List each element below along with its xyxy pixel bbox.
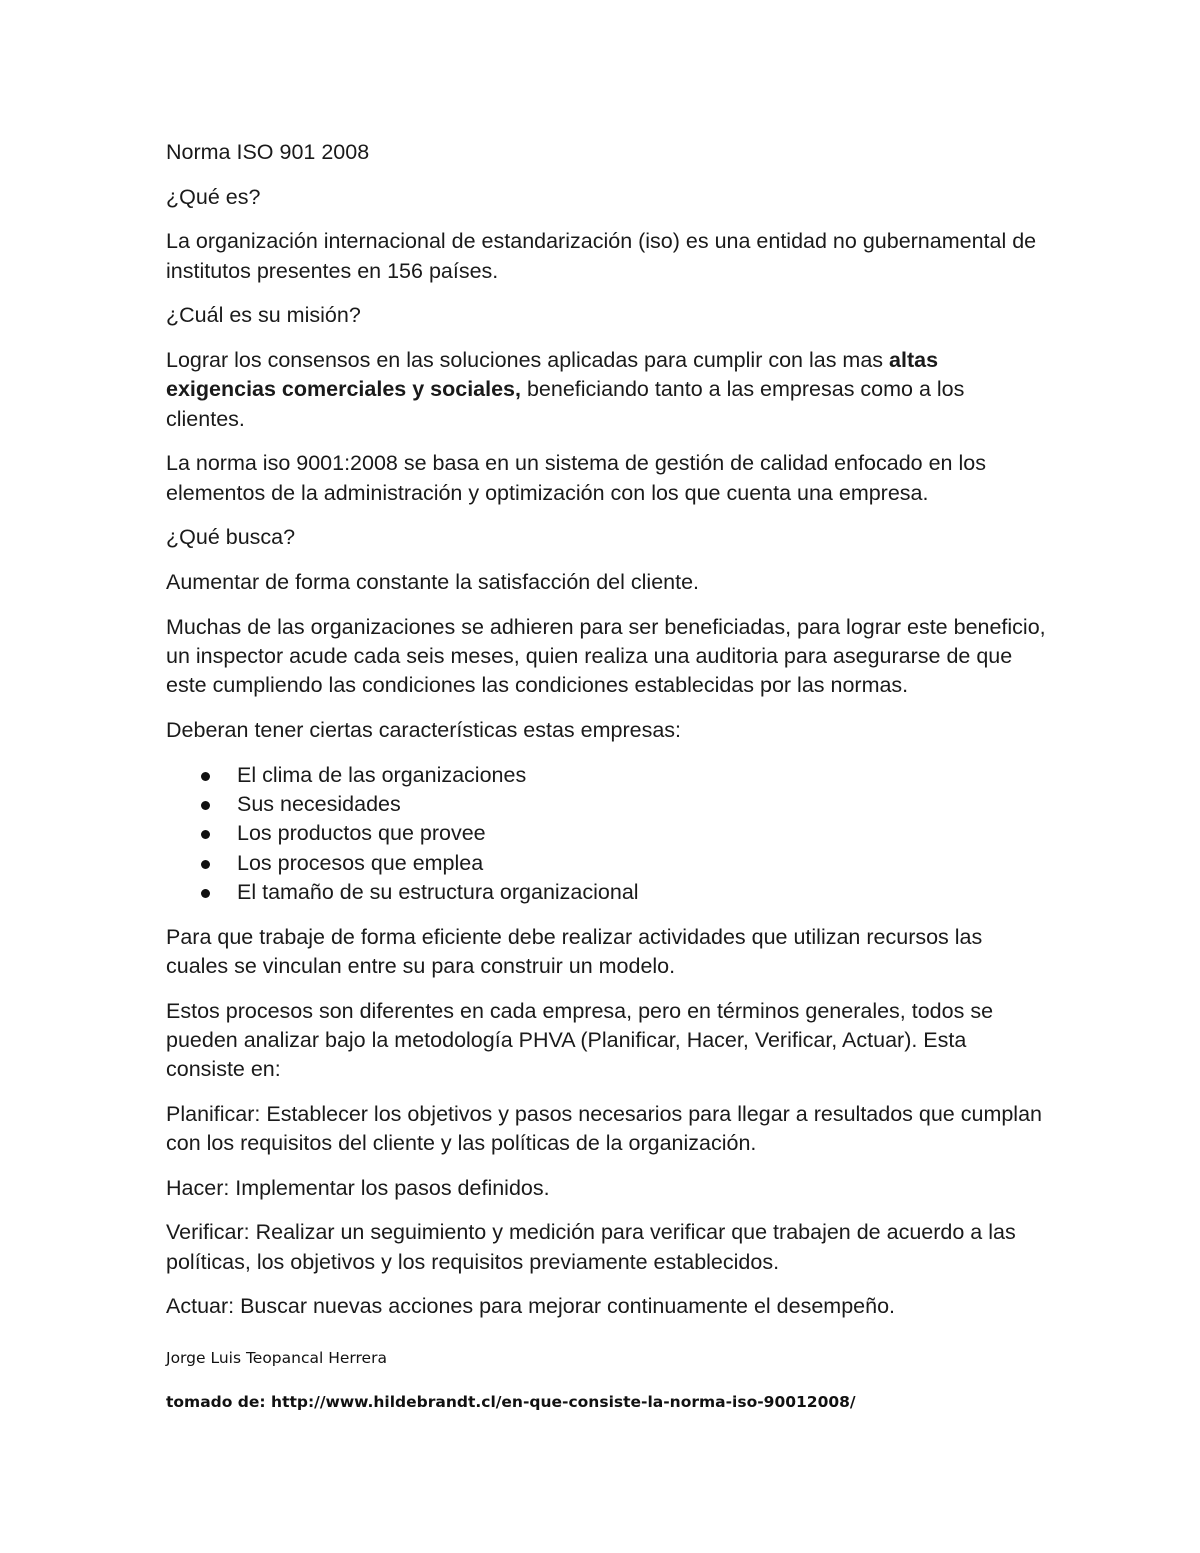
list-item: El clima de las organizaciones [166,761,1046,790]
paragraph-hacer: Hacer: Implementar los pasos definidos. [166,1175,550,1200]
paragraph-phva: Estos procesos son diferentes en cada empresa, pero en términos generales, todos se pueden analizar bajo la metodología PHVA (Planificar, Hacer, Verificar, Actuar). Esta consiste en: [166,998,994,1082]
list-item: El tamaño de su estructura organizacional [166,878,1046,907]
mission-text-before: Lograr los consensos en las soluciones aplicadas para cumplir con las mas [166,348,890,373]
paragraph-definition: La organización internacional de estandarización (iso) es una entidad no gubernamental de institutos presentes en 156 países. [166,229,1037,283]
question-what-seeks: ¿Qué busca? [166,525,296,550]
list-item: Los procesos que emplea [166,849,1046,878]
paragraph-iso-9001: La norma iso 9001:2008 se basa en un sistema de gestión de calidad enfocado en los elementos de la administración y optimización con los que cuenta una empresa. [166,451,986,505]
document-body [166,138,1046,1412]
paragraph-verificar: Verificar: Realizar un seguimiento y medición para verificar que trabajen de acuerdo a las políticas, los objetivos y los requisitos previamente establecidos. [166,1220,1016,1274]
source-line [166,1392,1046,1412]
mission-text-bold: altas exigencias comerciales y sociales, [166,348,939,402]
mission-text-after: beneficiando tanto a las empresas como a los clientes. [166,377,965,431]
document-title: Norma ISO 901 2008 [166,140,370,164]
paragraph-mission [166,346,1046,434]
paragraph-characteristics-intro: Deberan tener ciertas características estas empresas: [166,717,682,742]
list-item: Los productos que provee [166,819,1046,848]
list-item: Sus necesidades [166,790,1046,819]
source-url: http://www.hildebrandt.cl/en-que-consiste-la-norma-iso-90012008/ [271,1392,856,1411]
paragraph-efficiency: Para que trabaje de forma eficiente debe realizar actividades que utilizan recursos las cuales se vinculan entre su para construir un modelo. [166,924,983,978]
paragraph-planificar: Planificar: Establecer los objetivos y pasos necesarios para llegar a resultados que cumplan con los requisitos del cliente y las políticas de la organización. [166,1101,1042,1156]
author-name: Jorge Luis Teopancal Herrera [166,1348,387,1367]
paragraph-organizations: Muchas de las organizaciones se adhieren para ser beneficiadas, para lograr este beneficio, un inspector acude cada seis meses, quien realiza una auditoria para asegurarse de que este cumpliendo las condiciones las condiciones establecidas por las normas. [166,614,1046,698]
paragraph-goal: Aumentar de forma constante la satisfacción del cliente. [166,570,700,594]
source-label: tomado de: [166,1392,266,1411]
question-mission: ¿Cuál es su misión? [166,303,361,328]
question-what-is: ¿Qué es? [166,184,261,209]
characteristics-list [166,761,1046,907]
paragraph-actuar: Actuar: Buscar nuevas acciones para mejorar continuamente el desempeño. [166,1294,896,1319]
